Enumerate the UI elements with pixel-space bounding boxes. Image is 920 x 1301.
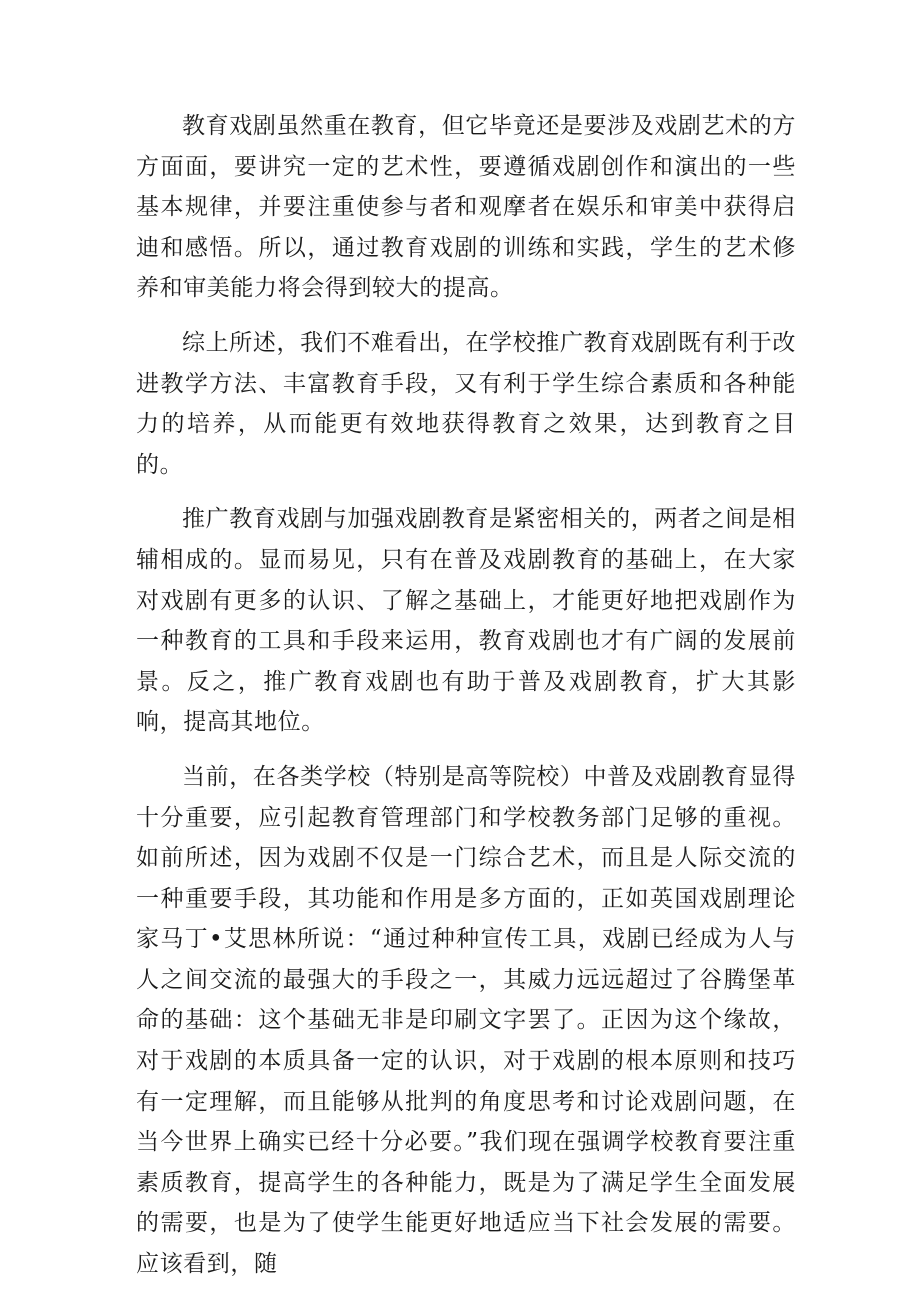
paragraph-4: 当前，在各类学校（特别是高等院校）中普及戏剧教育显得十分重要，应引起教育管理部门和学校教务部门足够的重视。如前所述，因为戏剧不仅是一门综合艺术，而且是人际交流的一种重要手段，其功能和作用是多方面的，正如英国戏剧理论家马丁•艾思林所说：“通过种种宣传工具，戏剧已经成为人与人之间交流的最强大的手段之一，其威力远远超过了谷腾堡革命的基础：这个基础无非是印刷文字罢了。正因为这个缘故，对于戏剧的本质具备一定的认识，对于戏剧的根本原则和技巧有一定理解，而且能够从批判的角度思考和讨论戏剧问题，在当今世界上确实已经十分必要。”我们现在强调学校教育要注重素质教育，提高学生的各种能力，既是为了满足学生全面发展的需要，也是为了使学生能更好地适应当下社会发展的需要。应该看到，随 — [136, 763, 796, 1278]
paragraph-3: 推广教育戏剧与加强戏剧教育是紧密相关的，两者之间是相辅相成的。显而易见，只有在普及戏剧教育的基础上，在大家对戏剧有更多的认识、了解之基础上，才能更好地把戏剧作为一种教育的工具和手段来运用，教育戏剧也才有广阔的发展前景。反之，推广教育戏剧也有助于普及戏剧教育，扩大其影响，提高其地位。 — [136, 506, 796, 736]
paragraph-1: 教育戏剧虽然重在教育，但它毕竟还是要涉及戏剧艺术的方方面面，要讲究一定的艺术性，要遵循戏剧创作和演出的一些基本规律，并要注重使参与者和观摩者在娱乐和审美中获得启迪和感悟。所以，通过教育戏剧的训练和实践，学生的艺术修养和审美能力将会得到较大的提高。 — [136, 113, 796, 302]
paragraph-2: 综上所述，我们不难看出，在学校推广教育戏剧既有利于改进教学方法、丰富教育手段，又有利于学生综合素质和各种能力的培养，从而能更有效地获得教育之效果，达到教育之目的。 — [136, 329, 796, 478]
document-body — [136, 106, 796, 1299]
